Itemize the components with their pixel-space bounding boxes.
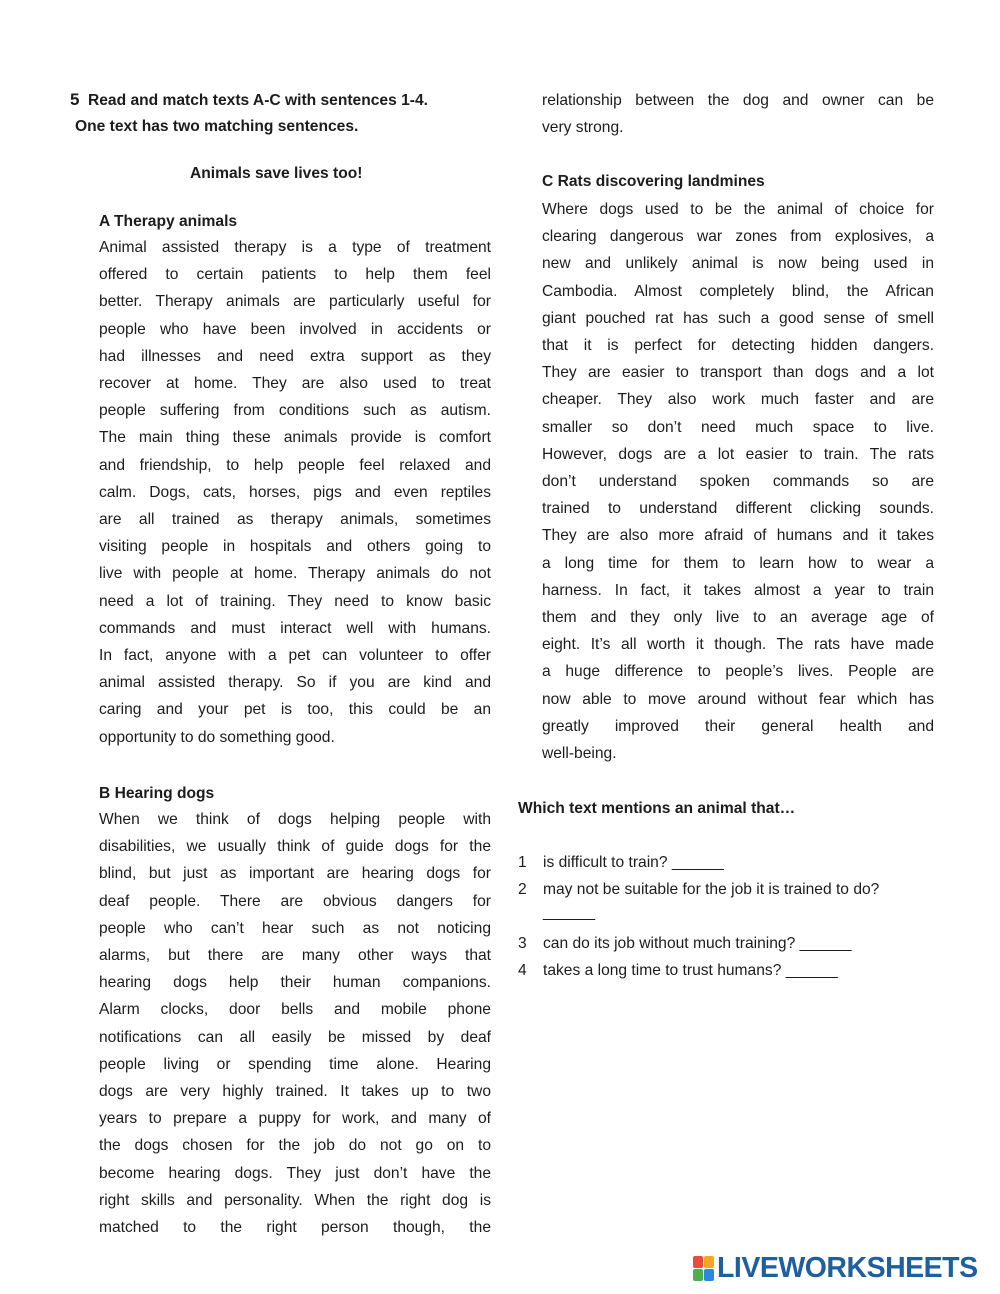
section-b-line: notifications can all easily be missed by deaf xyxy=(99,1028,491,1046)
section-c-line: greatly improved their general health and xyxy=(542,717,934,735)
answer-blank[interactable]: ______ xyxy=(543,904,596,921)
section-c-line: cheaper. They also work much faster and are xyxy=(542,391,934,409)
section-c-line: that it is perfect for detecting hidden dangers. xyxy=(542,337,934,355)
section-b-line: the dogs chosen for the job do not go on to xyxy=(99,1137,491,1155)
section-c-line: eight. It’s all worth it though. The rats have made xyxy=(542,636,934,654)
section-c-line: harness. In fact, it takes almost a year to train xyxy=(542,581,934,599)
liveworksheets-icon xyxy=(693,1255,715,1281)
question-text: may not be suitable for the job it is trained to do? xyxy=(543,881,880,898)
questions-prompt: Which text mentions an animal that… xyxy=(518,800,796,817)
section-b-line: very strong. xyxy=(542,119,624,137)
section-c-body xyxy=(542,196,934,767)
question-number: 1 xyxy=(518,854,527,871)
section-b-body xyxy=(99,806,491,1241)
section-c-line: giant pouched rat has such a good sense of smell xyxy=(542,309,934,327)
section-b-line: become hearing dogs. They just don’t have the xyxy=(99,1164,491,1182)
section-c-line: However, dogs are a lot easier to train. The rats xyxy=(542,445,934,463)
section-a-line: The main thing these animals provide is comfort xyxy=(99,429,491,447)
section-a-line: recover at home. They are also used to treat xyxy=(99,375,491,393)
section-c-line: a long time for them to learn how to wear a xyxy=(542,554,934,572)
section-a-line: animal assisted therapy. So if you are kind and xyxy=(99,674,491,692)
section-c-line: them and they only live to an average age of xyxy=(542,609,934,627)
section-b-line: right skills and personality. When the right dog is xyxy=(99,1191,491,1209)
section-b-line: alarms, but there are many other ways that xyxy=(99,947,491,965)
section-a-line: had illnesses and need extra support as they xyxy=(99,347,491,365)
section-b-line: hearing dogs help their human companions. xyxy=(99,974,491,992)
question-number: 4 xyxy=(518,962,527,979)
section-a-line: are all trained as therapy animals, sometimes xyxy=(99,511,491,529)
section-a-line: offered to certain patients to help them feel xyxy=(99,266,491,284)
section-c-line: don’t understand spoken commands so are xyxy=(542,473,934,491)
question-text[interactable]: is difficult to train? ______ xyxy=(543,854,724,871)
section-c-line: They are easier to transport than dogs and a lot xyxy=(542,364,934,382)
section-c-line: now able to move around without fear which has xyxy=(542,690,934,708)
section-c-line: They are also more afraid of humans and it takes xyxy=(542,527,934,545)
section-a-line: need a lot of training. They need to know basic xyxy=(99,592,491,610)
section-b-continued xyxy=(542,87,934,141)
section-a-line: and friendship, to help people feel relaxed and xyxy=(99,456,491,474)
question-text[interactable]: can do its job without much training? ______ xyxy=(543,935,852,952)
section-a-line: live with people at home. Therapy animals do not xyxy=(99,565,491,583)
section-a-line: calm. Dogs, cats, horses, pigs and even reptiles xyxy=(99,483,491,501)
section-c-heading: C Rats discovering landmines xyxy=(542,173,765,190)
section-b-line: Alarm clocks, door bells and mobile phone xyxy=(99,1001,491,1019)
section-a-line: Animal assisted therapy is a type of treatment xyxy=(99,239,491,256)
article-title: Animals save lives too! xyxy=(190,165,363,182)
task-instruction-line2: One text has two matching sentences. xyxy=(75,118,359,135)
section-b-line: years to prepare a puppy for work, and many of xyxy=(99,1110,491,1128)
section-c-line: well-being. xyxy=(542,745,617,763)
section-a-line: better. Therapy animals are particularly useful for xyxy=(99,293,491,311)
section-c-line: trained to understand different clicking sounds. xyxy=(542,500,934,518)
question-text[interactable]: takes a long time to trust humans? ______ xyxy=(543,962,838,979)
section-b-line: matched to the right person though, the xyxy=(99,1219,491,1237)
section-b-line: people living or spending time alone. Hearing xyxy=(99,1055,491,1073)
section-a-line: people who have been involved in accidents or xyxy=(99,320,491,338)
section-b-line: relationship between the dog and owner can be xyxy=(542,92,934,109)
liveworksheets-logo xyxy=(693,1253,978,1283)
brand-name: LIVEWORKSHEETS xyxy=(717,1251,978,1284)
task-number: 5 xyxy=(70,90,80,109)
section-c-line: smaller so don’t need much space to live. xyxy=(542,418,934,436)
section-a-line: opportunity to do something good. xyxy=(99,728,335,746)
section-a-line: In fact, anyone with a pet can volunteer to offer xyxy=(99,647,491,665)
section-b-line: disabilities, we usually think of guide dogs for the xyxy=(99,838,491,856)
section-a-line: visiting people in hospitals and others going to xyxy=(99,538,491,556)
section-a-body xyxy=(99,234,491,751)
section-c-line: Cambodia. Almost completely blind, the African xyxy=(542,282,934,300)
question-number: 3 xyxy=(518,935,527,952)
section-b-line: blind, but just as important are hearing dogs for xyxy=(99,865,491,883)
section-c-line: Where dogs used to be the animal of choice for xyxy=(542,201,934,218)
section-a-line: commands and must interact well with humans. xyxy=(99,619,491,637)
section-b-line: When we think of dogs helping people with xyxy=(99,811,491,828)
section-c-line: clearing dangerous war zones from explosives, a xyxy=(542,228,934,246)
section-a-line: people suffering from conditions such as autism. xyxy=(99,402,491,420)
task-instruction-line1: Read and match texts A-C with sentences 1-4. xyxy=(88,92,428,109)
section-b-line: deaf people. There are obvious dangers for xyxy=(99,892,491,910)
section-b-line: dogs are very highly trained. It takes up to two xyxy=(99,1083,491,1101)
section-c-line: new and unlikely animal is now being used in xyxy=(542,255,934,273)
section-c-line: a huge difference to people’s lives. People are xyxy=(542,663,934,681)
question-number: 2 xyxy=(518,881,527,898)
section-b-line: people who can’t hear such as not noticing xyxy=(99,919,491,937)
section-a-line: caring and your pet is too, this could be an xyxy=(99,701,491,719)
section-a-heading: A Therapy animals xyxy=(99,213,238,230)
section-b-heading: B Hearing dogs xyxy=(99,785,215,802)
